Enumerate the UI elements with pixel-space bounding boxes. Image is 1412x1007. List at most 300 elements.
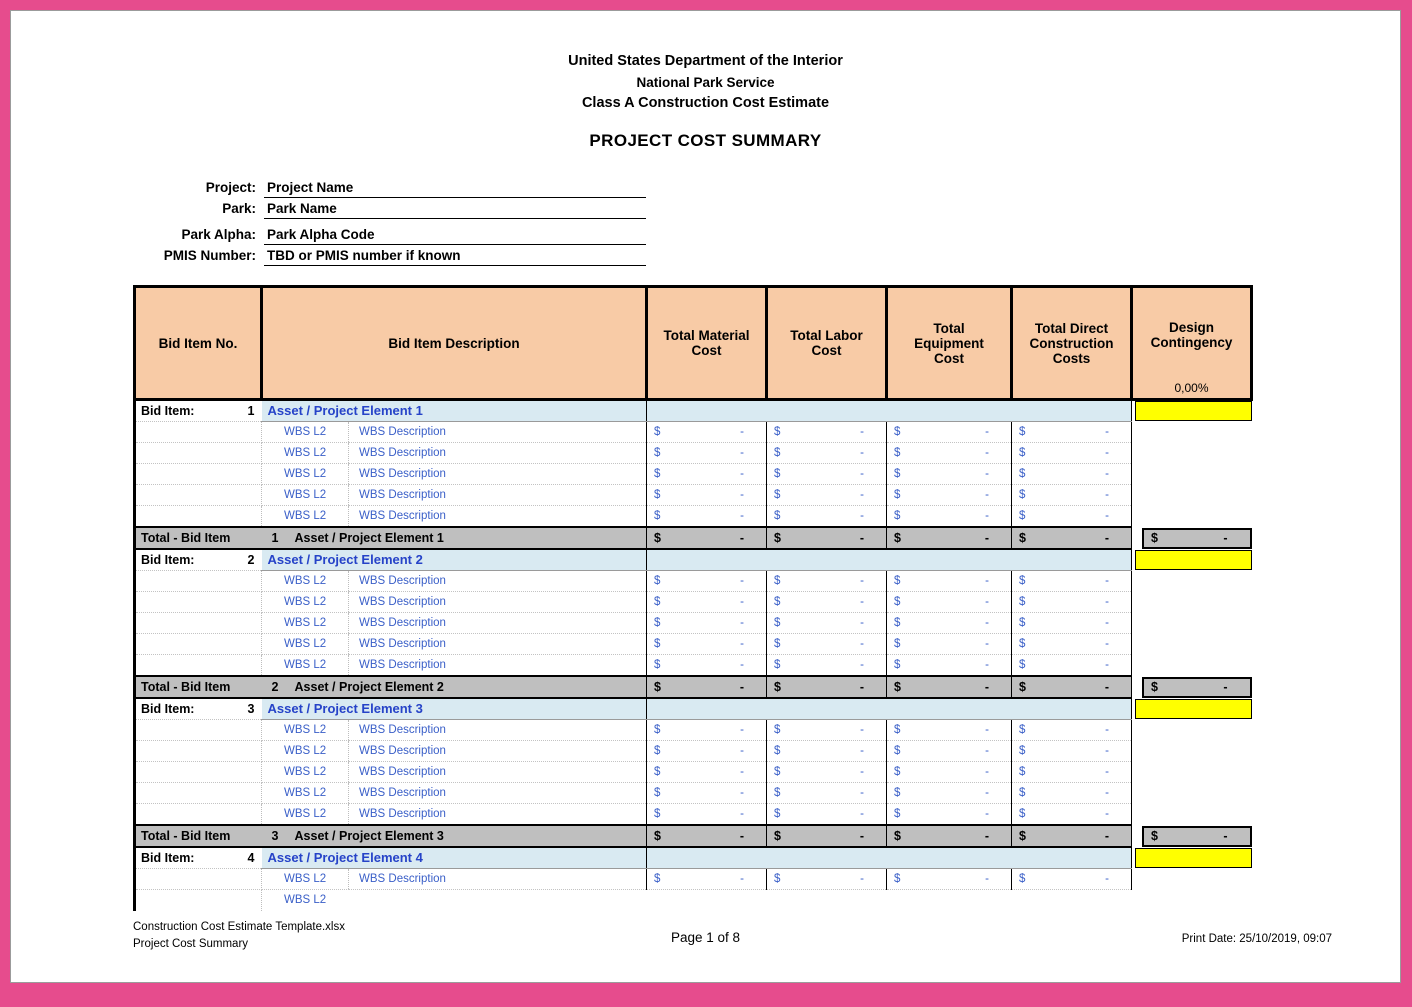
- cost-table-body: [135, 400, 1252, 911]
- total-equipment-cost-value: -: [984, 829, 989, 843]
- pmis-number-value: TBD or PMIS number if known: [264, 245, 646, 266]
- wbs-row: [135, 634, 1252, 655]
- bid-item-label: Bid Item:: [141, 404, 195, 418]
- equipment-cost-cell: [887, 592, 1012, 613]
- currency-symbol: $: [1019, 510, 1026, 522]
- material-cost-cell: [647, 464, 767, 485]
- labor-cost-cell: [767, 613, 887, 634]
- currency-symbol: $: [654, 531, 661, 545]
- currency-symbol: $: [1019, 531, 1026, 545]
- currency-symbol: $: [1151, 828, 1158, 843]
- total-direct-cost-value: -: [1104, 531, 1109, 545]
- bid-item-number: 2: [247, 553, 255, 567]
- currency-symbol: $: [654, 468, 661, 480]
- currency-symbol: $: [894, 873, 901, 885]
- pmis-number-label: PMIS Number:: [163, 248, 256, 263]
- material-cost-cell: [647, 485, 767, 506]
- total-direct-cost-cell: [1012, 676, 1132, 698]
- labor-cost-value: -: [860, 638, 864, 650]
- direct-cost-value: -: [1105, 575, 1109, 587]
- equipment-cost-cell: [887, 720, 1012, 741]
- material-cost-cell: [647, 422, 767, 443]
- park-alpha-value: Park Alpha Code: [264, 224, 646, 245]
- col-total-material-cost: Total Material Cost: [647, 287, 767, 400]
- wbs-row: [135, 422, 1252, 443]
- direct-cost-cell: [1012, 783, 1132, 804]
- equipment-cost-value: -: [985, 510, 989, 522]
- design-contingency-highlight-cell: [1132, 847, 1252, 869]
- currency-symbol: $: [1019, 468, 1026, 480]
- wbs-row-partial: [135, 890, 1252, 911]
- direct-cost-value: -: [1105, 447, 1109, 459]
- material-cost-cell: [647, 783, 767, 804]
- bid-item-description: Asset / Project Element 3: [262, 698, 647, 720]
- wbs-code-cell: WBS L2: [262, 762, 349, 783]
- material-cost-cell: [647, 443, 767, 464]
- currency-symbol: $: [1019, 873, 1026, 885]
- material-cost-value: -: [740, 617, 744, 629]
- currency-symbol: $: [1019, 808, 1026, 820]
- labor-cost-cell: [767, 634, 887, 655]
- total-description-cell: [262, 527, 647, 549]
- wbs-code-cell: WBS L2: [262, 485, 349, 506]
- labor-cost-cell: [767, 655, 887, 677]
- bid-item-label: Bid Item:: [141, 702, 195, 716]
- design-contingency-total-cell: [1142, 528, 1252, 549]
- currency-symbol: $: [774, 596, 781, 608]
- material-cost-value: -: [740, 447, 744, 459]
- wbs-description-cell: WBS Description: [349, 485, 647, 506]
- wbs-code-cell: WBS L2: [262, 783, 349, 804]
- design-contingency-empty-cell: [1132, 655, 1252, 677]
- design-contingency-total-cell: [1142, 677, 1252, 698]
- total-material-cost-cell: [647, 527, 767, 549]
- direct-cost-cell: [1012, 741, 1132, 762]
- direct-cost-cell: [1012, 464, 1132, 485]
- labor-cost-cell: [767, 443, 887, 464]
- design-contingency-total-cell: [1142, 826, 1252, 847]
- currency-symbol: $: [894, 510, 901, 522]
- currency-symbol: $: [894, 808, 901, 820]
- total-direct-cost-value: -: [1104, 680, 1109, 694]
- currency-symbol: $: [654, 447, 661, 459]
- total-labor-cost-cell: [767, 825, 887, 847]
- currency-symbol: $: [654, 489, 661, 501]
- total-equipment-cost-cell: [887, 676, 1012, 698]
- direct-cost-value: -: [1105, 724, 1109, 736]
- currency-symbol: $: [654, 808, 661, 820]
- material-cost-cell: [647, 741, 767, 762]
- direct-cost-value: -: [1105, 468, 1109, 480]
- labor-cost-value: -: [860, 468, 864, 480]
- material-cost-value: -: [740, 724, 744, 736]
- total-element-name: Asset / Project Element 3: [294, 829, 444, 843]
- design-contingency-highlight-cell: [1132, 549, 1252, 571]
- direct-cost-cell: [1012, 613, 1132, 634]
- document-page: [10, 10, 1401, 983]
- wbs-description-cell: WBS Description: [349, 741, 647, 762]
- equipment-cost-value: -: [985, 766, 989, 778]
- labor-cost-cell: [767, 506, 887, 528]
- equipment-cost-value: -: [985, 596, 989, 608]
- currency-symbol: $: [894, 468, 901, 480]
- wbs-description-cell: WBS Description: [349, 506, 647, 528]
- currency-symbol: $: [894, 787, 901, 799]
- currency-symbol: $: [774, 659, 781, 671]
- document-header: [11, 51, 1400, 151]
- currency-symbol: $: [654, 638, 661, 650]
- design-contingency-title: Design Contingency: [1150, 320, 1233, 350]
- currency-symbol: $: [1019, 617, 1026, 629]
- currency-symbol: $: [774, 638, 781, 650]
- footer-file-name: Construction Cost Estimate Template.xlsx: [133, 921, 345, 933]
- total-material-cost-value: -: [739, 531, 744, 545]
- col-design-contingency: [1132, 287, 1252, 400]
- wbs-code-cell: WBS L2: [262, 741, 349, 762]
- currency-symbol: $: [654, 575, 661, 587]
- total-labor-cost-cell: [767, 676, 887, 698]
- total-direct-cost-cell: [1012, 825, 1132, 847]
- design-contingency-highlight-cell: [1132, 400, 1252, 422]
- design-contingency-total-value: -: [1223, 679, 1228, 694]
- wbs-code-cell: WBS L2: [262, 634, 349, 655]
- total-labor-cost-cell: [767, 527, 887, 549]
- currency-symbol: $: [894, 659, 901, 671]
- wbs-code-cell: WBS L2: [262, 804, 349, 826]
- material-cost-value: -: [740, 468, 744, 480]
- currency-symbol: $: [654, 596, 661, 608]
- project-label: Project:: [205, 180, 256, 195]
- col-bid-item-no: Bid Item No.: [135, 287, 262, 400]
- design-contingency-highlight-cell: [1132, 698, 1252, 720]
- park-value: Park Name: [264, 198, 646, 219]
- park-row: [12, 198, 646, 219]
- currency-symbol: $: [774, 468, 781, 480]
- labor-cost-cell: [767, 783, 887, 804]
- material-cost-value: -: [740, 745, 744, 757]
- wbs-code-cell: WBS L2: [284, 894, 327, 907]
- total-material-cost-cell: [647, 825, 767, 847]
- project-value: Project Name: [264, 177, 646, 198]
- design-contingency-empty-cell: [1132, 485, 1252, 506]
- bid-item-total-row: [135, 825, 1252, 847]
- equipment-cost-value: -: [985, 575, 989, 587]
- total-direct-cost-cell: [1012, 527, 1132, 549]
- currency-symbol: $: [1151, 679, 1158, 694]
- currency-symbol: $: [894, 766, 901, 778]
- labor-cost-value: -: [860, 659, 864, 671]
- labor-cost-cell: [767, 571, 887, 592]
- total-bid-item-number: 3: [271, 829, 279, 843]
- wbs-description-cell: WBS Description: [349, 869, 647, 890]
- equipment-cost-value: -: [985, 638, 989, 650]
- pmis-number-row: [12, 245, 646, 266]
- design-contingency-empty-cell: [1132, 422, 1252, 443]
- material-cost-value: -: [740, 808, 744, 820]
- highlight-yellow-box: [1135, 401, 1252, 421]
- cost-summary-table: [133, 285, 1253, 911]
- labor-cost-value: -: [860, 766, 864, 778]
- wbs-row: [135, 804, 1252, 826]
- labor-cost-value: -: [860, 808, 864, 820]
- labor-cost-cell: [767, 804, 887, 826]
- col-total-direct-construction-costs: Total Direct Construction Costs: [1012, 287, 1132, 400]
- currency-symbol: $: [774, 575, 781, 587]
- design-contingency-empty-cell: [1132, 720, 1252, 741]
- bid-item-number: 3: [247, 702, 255, 716]
- currency-symbol: $: [1019, 745, 1026, 757]
- currency-symbol: $: [774, 787, 781, 799]
- total-label-cell: Total - Bid Item: [135, 676, 262, 698]
- wbs-row: [135, 571, 1252, 592]
- total-material-cost-value: -: [739, 680, 744, 694]
- equipment-cost-cell: [887, 485, 1012, 506]
- total-bid-item-number: 1: [271, 531, 279, 545]
- design-contingency-empty-cell: [1132, 741, 1252, 762]
- wbs-code-cell: WBS L2: [262, 655, 349, 677]
- material-cost-value: -: [740, 510, 744, 522]
- labor-cost-value: -: [860, 510, 864, 522]
- bid-item-header-row: [135, 847, 1252, 869]
- wbs-code-cell: WBS L2: [262, 422, 349, 443]
- direct-cost-cell: [1012, 634, 1132, 655]
- wbs-description-cell: WBS Description: [349, 783, 647, 804]
- direct-cost-value: -: [1105, 596, 1109, 608]
- equipment-cost-cell: [887, 506, 1012, 528]
- labor-cost-value: -: [860, 489, 864, 501]
- currency-symbol: $: [894, 426, 901, 438]
- wbs-description-cell: WBS Description: [349, 613, 647, 634]
- currency-symbol: $: [894, 596, 901, 608]
- highlight-yellow-box: [1135, 848, 1252, 868]
- material-cost-value: -: [740, 873, 744, 885]
- design-contingency-rate: 0,00%: [1174, 381, 1209, 395]
- park-alpha-label: Park Alpha:: [181, 227, 256, 242]
- direct-cost-cell: [1012, 762, 1132, 783]
- currency-symbol: $: [894, 680, 901, 694]
- material-cost-cell: [647, 804, 767, 826]
- total-description-cell: [262, 825, 647, 847]
- material-cost-value: -: [740, 426, 744, 438]
- design-contingency-empty-cell: [1132, 762, 1252, 783]
- design-contingency-empty-cell: [1132, 443, 1252, 464]
- wbs-row: [135, 464, 1252, 485]
- direct-cost-cell: [1012, 485, 1132, 506]
- col-total-equipment-cost: Total Equipment Cost: [887, 287, 1012, 400]
- wbs-code-cell: WBS L2: [262, 869, 349, 890]
- currency-symbol: $: [894, 829, 901, 843]
- direct-cost-cell: [1012, 571, 1132, 592]
- direct-cost-cell: [1012, 443, 1132, 464]
- currency-symbol: $: [1019, 447, 1026, 459]
- currency-symbol: $: [1019, 659, 1026, 671]
- currency-symbol: $: [774, 447, 781, 459]
- bid-item-header-row: [135, 400, 1252, 422]
- currency-symbol: $: [774, 510, 781, 522]
- direct-cost-value: -: [1105, 659, 1109, 671]
- currency-symbol: $: [1151, 530, 1158, 545]
- direct-cost-value: -: [1105, 745, 1109, 757]
- wbs-row: [135, 762, 1252, 783]
- direct-cost-cell: [1012, 506, 1132, 528]
- total-labor-cost-value: -: [859, 829, 864, 843]
- equipment-cost-cell: [887, 422, 1012, 443]
- currency-symbol: $: [1019, 596, 1026, 608]
- wbs-description-cell: WBS Description: [349, 422, 647, 443]
- equipment-cost-cell: [887, 613, 1012, 634]
- currency-symbol: $: [774, 745, 781, 757]
- footer-print-date: Print Date: 25/10/2019, 09:07: [1181, 933, 1332, 945]
- direct-cost-value: -: [1105, 489, 1109, 501]
- design-contingency-empty-cell: [1132, 613, 1252, 634]
- direct-cost-cell: [1012, 422, 1132, 443]
- equipment-cost-cell: [887, 783, 1012, 804]
- direct-cost-cell: [1012, 592, 1132, 613]
- bid-item-label-cell: [135, 847, 262, 869]
- wbs-description-cell: WBS Description: [349, 655, 647, 677]
- equipment-cost-value: -: [985, 659, 989, 671]
- equipment-cost-value: -: [985, 873, 989, 885]
- direct-cost-value: -: [1105, 766, 1109, 778]
- currency-symbol: $: [654, 787, 661, 799]
- total-direct-cost-value: -: [1104, 829, 1109, 843]
- wbs-code-cell: WBS L2: [262, 592, 349, 613]
- labor-cost-value: -: [860, 575, 864, 587]
- equipment-cost-cell: [887, 741, 1012, 762]
- total-equipment-cost-cell: [887, 825, 1012, 847]
- labor-cost-value: -: [860, 724, 864, 736]
- material-cost-cell: [647, 720, 767, 741]
- material-cost-cell: [647, 571, 767, 592]
- wbs-description-cell: WBS Description: [349, 762, 647, 783]
- bid-item-label: Bid Item:: [141, 851, 195, 865]
- estimate-class-line: Class A Construction Cost Estimate: [581, 95, 830, 111]
- design-contingency-empty-cell: [1132, 571, 1252, 592]
- bid-item-costs-band: [647, 549, 1132, 571]
- labor-cost-value: -: [860, 447, 864, 459]
- currency-symbol: $: [1019, 426, 1026, 438]
- currency-symbol: $: [774, 724, 781, 736]
- direct-cost-value: -: [1105, 638, 1109, 650]
- equipment-cost-cell: [887, 443, 1012, 464]
- total-label-cell: Total - Bid Item: [135, 527, 262, 549]
- cost-summary-table-wrap: [133, 285, 1254, 917]
- equipment-cost-cell: [887, 869, 1012, 890]
- currency-symbol: $: [894, 447, 901, 459]
- wbs-code-cell: WBS L2: [262, 443, 349, 464]
- bid-item-description: Asset / Project Element 4: [262, 847, 647, 869]
- col-total-labor-cost: Total Labor Cost: [767, 287, 887, 400]
- currency-symbol: $: [654, 659, 661, 671]
- park-label: Park:: [222, 201, 256, 216]
- material-cost-value: -: [740, 596, 744, 608]
- equipment-cost-value: -: [985, 787, 989, 799]
- currency-symbol: $: [654, 873, 661, 885]
- currency-symbol: $: [774, 489, 781, 501]
- currency-symbol: $: [1019, 638, 1026, 650]
- total-label-cell: Total - Bid Item: [135, 825, 262, 847]
- design-contingency-empty-cell: [1132, 869, 1252, 890]
- total-element-name: Asset / Project Element 1: [294, 531, 444, 545]
- bid-item-total-row: [135, 676, 1252, 698]
- equipment-cost-cell: [887, 464, 1012, 485]
- direct-cost-value: -: [1105, 617, 1109, 629]
- wbs-description-cell: WBS Description: [349, 464, 647, 485]
- equipment-cost-cell: [887, 762, 1012, 783]
- total-material-cost-cell: [647, 676, 767, 698]
- direct-cost-value: -: [1105, 787, 1109, 799]
- wbs-row: [135, 869, 1252, 890]
- table-header-row: [135, 287, 1252, 400]
- bid-item-label-cell: [135, 549, 262, 571]
- bid-item-label-cell: [135, 698, 262, 720]
- design-contingency-empty-cell: [1132, 804, 1252, 826]
- currency-symbol: $: [774, 617, 781, 629]
- equipment-cost-cell: [887, 804, 1012, 826]
- project-info-form: [12, 177, 646, 266]
- bid-item-header-row: [135, 549, 1252, 571]
- direct-cost-value: -: [1105, 426, 1109, 438]
- currency-symbol: $: [654, 510, 661, 522]
- currency-symbol: $: [894, 575, 901, 587]
- currency-symbol: $: [894, 724, 901, 736]
- equipment-cost-cell: [887, 634, 1012, 655]
- direct-cost-value: -: [1105, 808, 1109, 820]
- park-alpha-row: [12, 224, 646, 245]
- bid-item-total-row: [135, 527, 1252, 549]
- labor-cost-value: -: [860, 787, 864, 799]
- currency-symbol: $: [654, 680, 661, 694]
- material-cost-cell: [647, 613, 767, 634]
- total-bid-item-number: 2: [271, 680, 279, 694]
- bid-item-costs-band: [647, 698, 1132, 720]
- design-contingency-empty-cell: [1132, 464, 1252, 485]
- currency-symbol: $: [894, 638, 901, 650]
- labor-cost-cell: [767, 464, 887, 485]
- bid-item-label-cell: [135, 400, 262, 422]
- wbs-description-cell: WBS Description: [349, 592, 647, 613]
- currency-symbol: $: [1019, 575, 1026, 587]
- total-labor-cost-value: -: [859, 680, 864, 694]
- wbs-description-cell: WBS Description: [349, 804, 647, 826]
- material-cost-cell: [647, 762, 767, 783]
- currency-symbol: $: [1019, 680, 1026, 694]
- wbs-row: [135, 783, 1252, 804]
- currency-symbol: $: [654, 426, 661, 438]
- wbs-row: [135, 720, 1252, 741]
- material-cost-cell: [647, 592, 767, 613]
- wbs-row: [135, 506, 1252, 528]
- wbs-row: [135, 443, 1252, 464]
- bid-item-costs-band: [647, 400, 1132, 422]
- material-cost-value: -: [740, 787, 744, 799]
- wbs-code-cell: WBS L2: [262, 571, 349, 592]
- equipment-cost-value: -: [985, 724, 989, 736]
- labor-cost-cell: [767, 869, 887, 890]
- agency-line: United States Department of the Interior: [568, 53, 843, 69]
- equipment-cost-value: -: [985, 447, 989, 459]
- currency-symbol: $: [654, 617, 661, 629]
- wbs-description-cell: WBS Description: [349, 571, 647, 592]
- currency-symbol: $: [774, 766, 781, 778]
- material-cost-value: -: [740, 575, 744, 587]
- service-line: National Park Service: [636, 75, 775, 90]
- equipment-cost-value: -: [985, 489, 989, 501]
- currency-symbol: $: [654, 829, 661, 843]
- total-material-cost-value: -: [739, 829, 744, 843]
- highlight-yellow-box: [1135, 699, 1252, 719]
- currency-symbol: $: [894, 489, 901, 501]
